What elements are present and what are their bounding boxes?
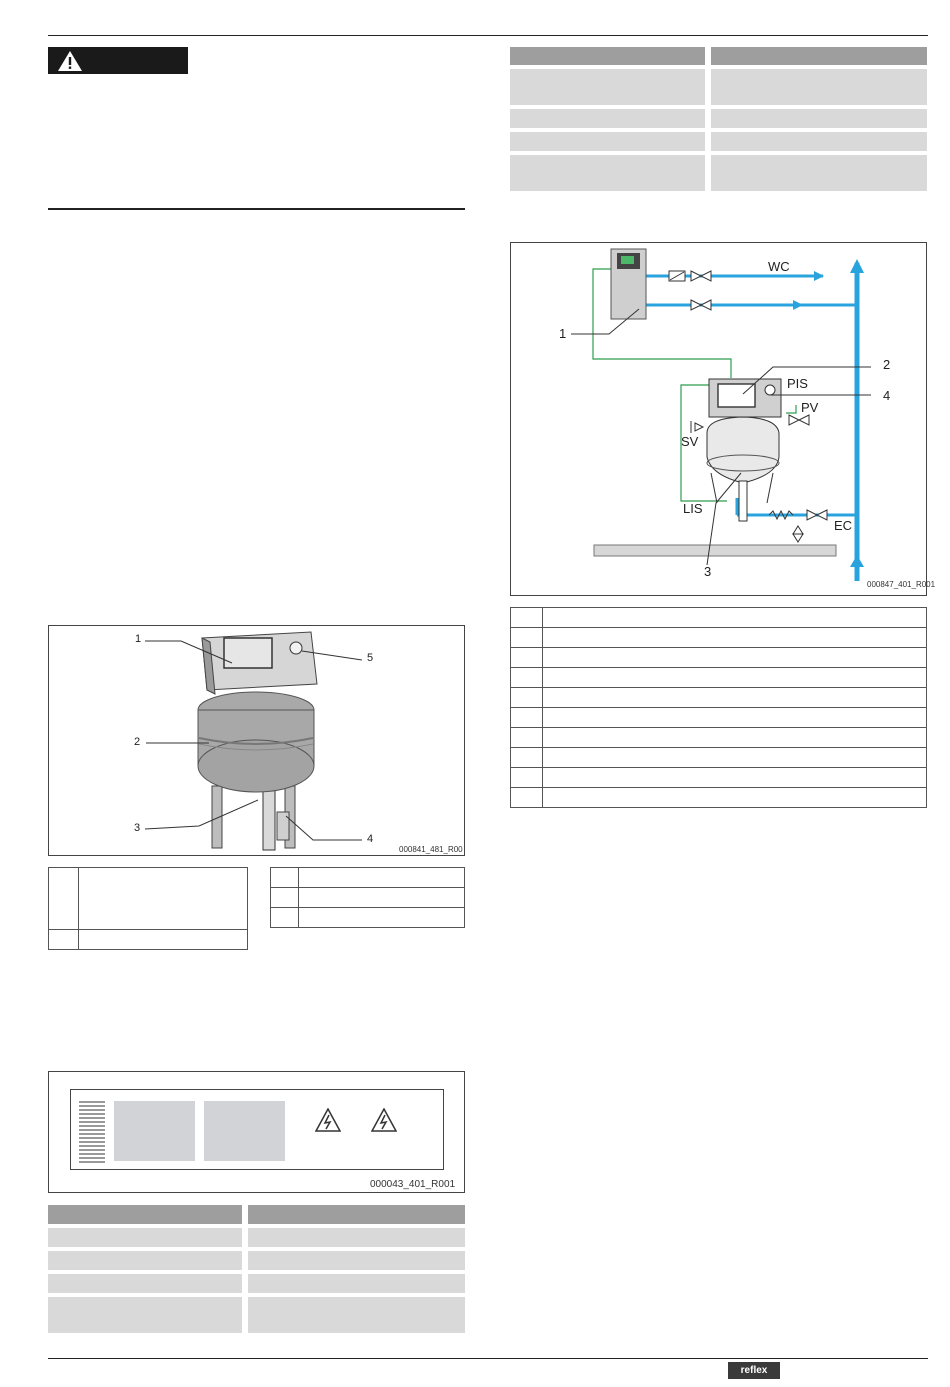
table-row	[48, 1205, 465, 1224]
label-wc: WC	[768, 259, 790, 274]
table-row	[510, 69, 927, 105]
device-figure-code: 000841_481_R00	[399, 845, 463, 854]
table-row	[49, 930, 248, 950]
barcode-icon	[79, 1101, 105, 1165]
table-row	[511, 608, 927, 628]
electric-hazard-icon	[315, 1108, 341, 1132]
table-row	[48, 1297, 465, 1333]
table-row	[510, 47, 927, 65]
label-lis: LIS	[683, 501, 703, 516]
table-row	[511, 668, 927, 688]
warning-badge	[48, 47, 188, 74]
table-row	[511, 648, 927, 668]
device-figure	[48, 625, 465, 856]
table-row	[48, 1274, 465, 1293]
device-svg	[49, 626, 464, 855]
table-row	[511, 628, 927, 648]
nameplate	[70, 1089, 444, 1170]
header-rule	[48, 35, 928, 36]
electric-hazard-icon	[371, 1108, 397, 1132]
legend-table-schematic	[510, 607, 927, 808]
table-row	[49, 868, 248, 930]
section-rule	[48, 208, 465, 210]
nameplate-field	[204, 1101, 285, 1161]
spec-table-bottom	[48, 1205, 465, 1337]
figure-code: 000847_401_R001	[867, 580, 936, 589]
spec-table-top	[510, 47, 927, 195]
label-pv: PV	[801, 400, 819, 415]
device-callout-3: 3	[134, 822, 141, 834]
table-row	[511, 788, 927, 808]
callout-3: 3	[704, 564, 712, 579]
legend-table-device-right	[270, 867, 465, 928]
warning-triangle-icon	[56, 49, 84, 73]
nameplate-figure-code: 000043_401_R001	[370, 1179, 456, 1190]
callout-4: 4	[883, 388, 891, 403]
table-row	[511, 748, 927, 768]
label-sv: SV	[681, 434, 699, 449]
label-pis: PIS	[787, 376, 808, 391]
label-ec: EC	[834, 518, 853, 533]
table-row	[271, 868, 465, 888]
callout-2: 2	[883, 357, 891, 372]
device-callout-4: 4	[367, 833, 374, 845]
device-callout-5: 5	[367, 652, 374, 664]
footer-rule	[48, 1358, 928, 1359]
device-callout-2: 2	[134, 736, 141, 748]
callout-1: 1	[559, 326, 567, 341]
table-row	[511, 728, 927, 748]
brand-logo: reflex	[728, 1362, 780, 1379]
schematic-svg	[511, 243, 926, 595]
table-row	[510, 132, 927, 151]
table-row	[510, 109, 927, 128]
schematic-diagram	[510, 242, 936, 596]
legend-table-device-left	[48, 867, 248, 950]
nameplate-figure	[48, 1071, 465, 1193]
table-row	[271, 908, 465, 928]
table-row	[511, 768, 927, 788]
table-row	[511, 708, 927, 728]
table-row	[48, 1251, 465, 1270]
table-row	[271, 888, 465, 908]
nameplate-field	[114, 1101, 195, 1161]
table-row	[48, 1228, 465, 1247]
table-row	[511, 688, 927, 708]
table-row	[510, 155, 927, 191]
device-callout-1: 1	[135, 633, 142, 645]
